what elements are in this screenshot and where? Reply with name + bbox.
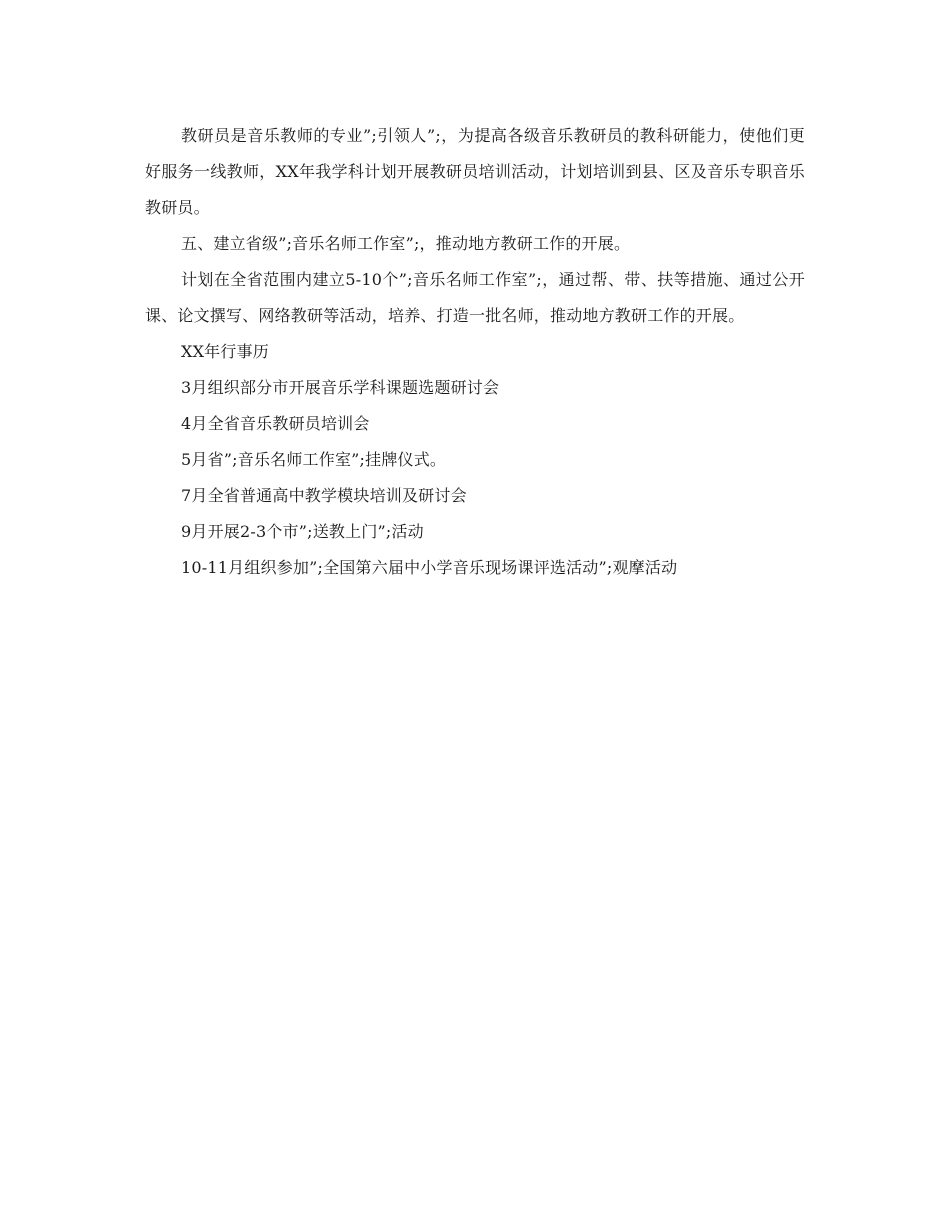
- calendar-item-october-november: 10-11月组织参加”;全国第六届中小学音乐现场课评选活动”;观摩活动: [181, 558, 678, 577]
- calendar-item-april: 4月全省音乐教研员培训会: [181, 414, 370, 433]
- calendar-item-may: 5月省”;音乐名师工作室”;挂牌仪式。: [181, 450, 447, 469]
- calendar-item-march: 3月组织部分市开展音乐学科课题选题研讨会: [181, 378, 500, 397]
- document-body: [145, 118, 805, 586]
- paragraph-studio-plan: 计划在全省范围内建立5-10个”;音乐名师工作室”;，通过帮、带、扶等措施、通过公开课、论文撰写、网络教研等活动，培养、打造一批名师，推动地方教研工作的开展。: [145, 270, 805, 325]
- calendar-item-september: 9月开展2-3个市”;送教上门”;活动: [181, 522, 424, 541]
- calendar-title: XX年行事历: [181, 342, 269, 361]
- paragraph-researcher-training: 教研员是音乐教师的专业”;引领人”;，为提高各级音乐教研员的教科研能力，使他们更好服务一线教师，XX年我学科计划开展教研员培训活动，计划培训到县、区及音乐专职音乐教研员。: [145, 126, 805, 217]
- paragraph-section-five-heading: 五、建立省级”;音乐名师工作室”;，推动地方教研工作的开展。: [181, 234, 631, 253]
- calendar-item-july: 7月全省普通高中教学模块培训及研讨会: [181, 486, 467, 505]
